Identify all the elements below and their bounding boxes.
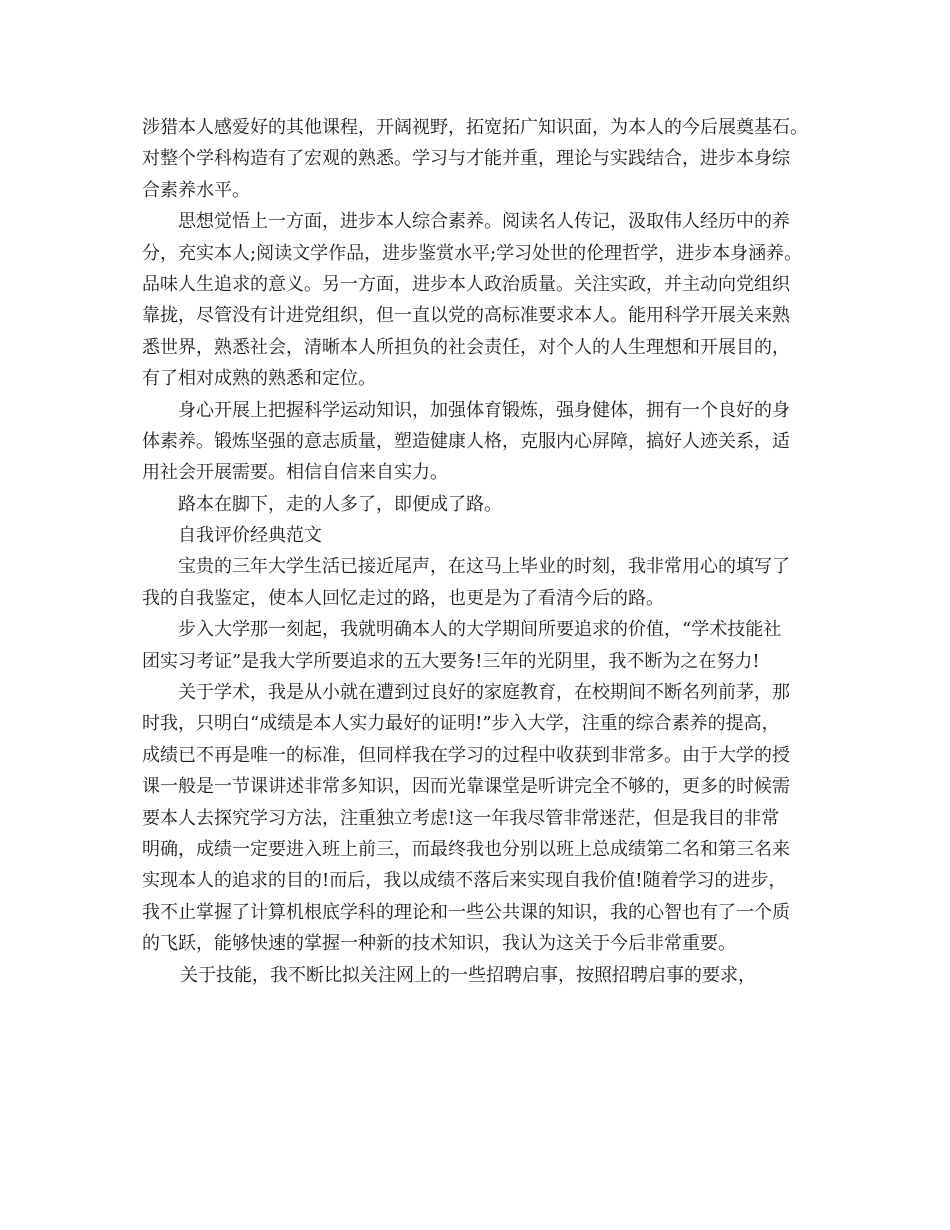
text-line: 悉世界，熟悉社会，清晰本人所担负的社会责任，对个人的人生理想和开展目的，	[142, 336, 790, 358]
text-line: 课一般是一节课讲述非常多知识，因而光靠课堂是听讲完全不够的，更多的时候需	[142, 776, 790, 798]
text-line: 我的自我鉴定，使本人回忆走过的路，也更是为了看清今后的路。	[142, 587, 664, 609]
paragraph-start-line: 宝贵的三年大学生活已接近尾声，在这马上毕业的时刻，我非常用心的填写了	[178, 556, 790, 578]
text-line: 涉猎本人感爱好的其他课程，开阔视野，拓宽拓广知识面，为本人的今后展奠基石。	[142, 117, 808, 138]
paragraph-start-line: 关于技能，我不断比拟关注网上的一些招聘启事，按照招聘启事的要求，	[180, 964, 756, 986]
paragraph-start-line: 关于学术，我是从小就在遭到过良好的家庭教育，在校期间不断名列前茅，那	[178, 682, 790, 704]
text-line: 靠拢，尽管没有计进党组织，但一直以党的高标准要求本人。能用科学开展关来熟	[142, 305, 790, 327]
document-body	[142, 112, 822, 991]
text-line: 我不止掌握了计算机根底学科的理论和一些公共课的知识，我的心智也有了一个质	[142, 901, 790, 923]
text-line: 要本人去探究学习方法，注重独立考虑!这一年我尽管非常迷茫，但是我目的非常	[142, 807, 780, 829]
paragraph-start-line: 路本在脚下，走的人多了，即便成了路。	[178, 493, 502, 515]
text-line: 成绩已不再是唯一的标准，但同样我在学习的过程中收获到非常多。由于大学的授	[142, 744, 790, 766]
section-heading: 自我评价经典范文	[178, 525, 322, 547]
text-line: 团实习考证”是我大学所要追求的五大要务!三年的光阴里，我不断为之在努力!	[142, 650, 760, 672]
text-line: 有了相对成熟的熟悉和定位。	[142, 368, 376, 390]
text-line: 的飞跃，能够快速的掌握一种新的技术知识，我认为这关于今后非常重要。	[142, 933, 736, 955]
text-line: 用社会开展需要。相信自信来自实力。	[142, 462, 448, 484]
paragraph-start-line: 步入大学那一刻起，我就明确本人的大学期间所要追求的价值，“学术技能社	[178, 619, 782, 641]
text-line: 体素养。锻炼坚强的意志质量，塑造健康人格，克服内心屏障，搞好人迹关系，适	[142, 430, 790, 452]
text-line: 实现本人的追求的目的!而后，我以成绩不落后来实现自我价值!随着学习的进步，	[142, 870, 787, 892]
text-line: 品味人生追求的意义。另一方面，进步本人政治质量。关注实政，并主动向党组织	[142, 273, 790, 295]
text-line: 分，充实本人;阅读文学作品，进步鉴赏水平;学习处世的伦理哲学，进步本身涵养。	[142, 242, 803, 264]
text-line: 明确，成绩一定要进入班上前三，而最终我也分别以班上总成绩第二名和第三名来	[142, 838, 790, 860]
text-line: 时我，只明白“成绩是本人实力最好的证明!”步入大学，注重的综合素养的提高，	[142, 713, 780, 735]
paragraph-start-line: 身心开展上把握科学运动知识，加强体育锻炼，强身健体，拥有一个良好的身	[178, 399, 790, 421]
text-line: 合素养水平。	[142, 179, 250, 201]
text-line: 对整个学科构造有了宏观的熟悉。学习与才能并重，理论与实践结合，进步本身综	[142, 148, 790, 170]
paragraph-start-line: 思想觉悟上一方面，进步本人综合素养。阅读名人传记，汲取伟人经历中的养	[178, 211, 790, 233]
